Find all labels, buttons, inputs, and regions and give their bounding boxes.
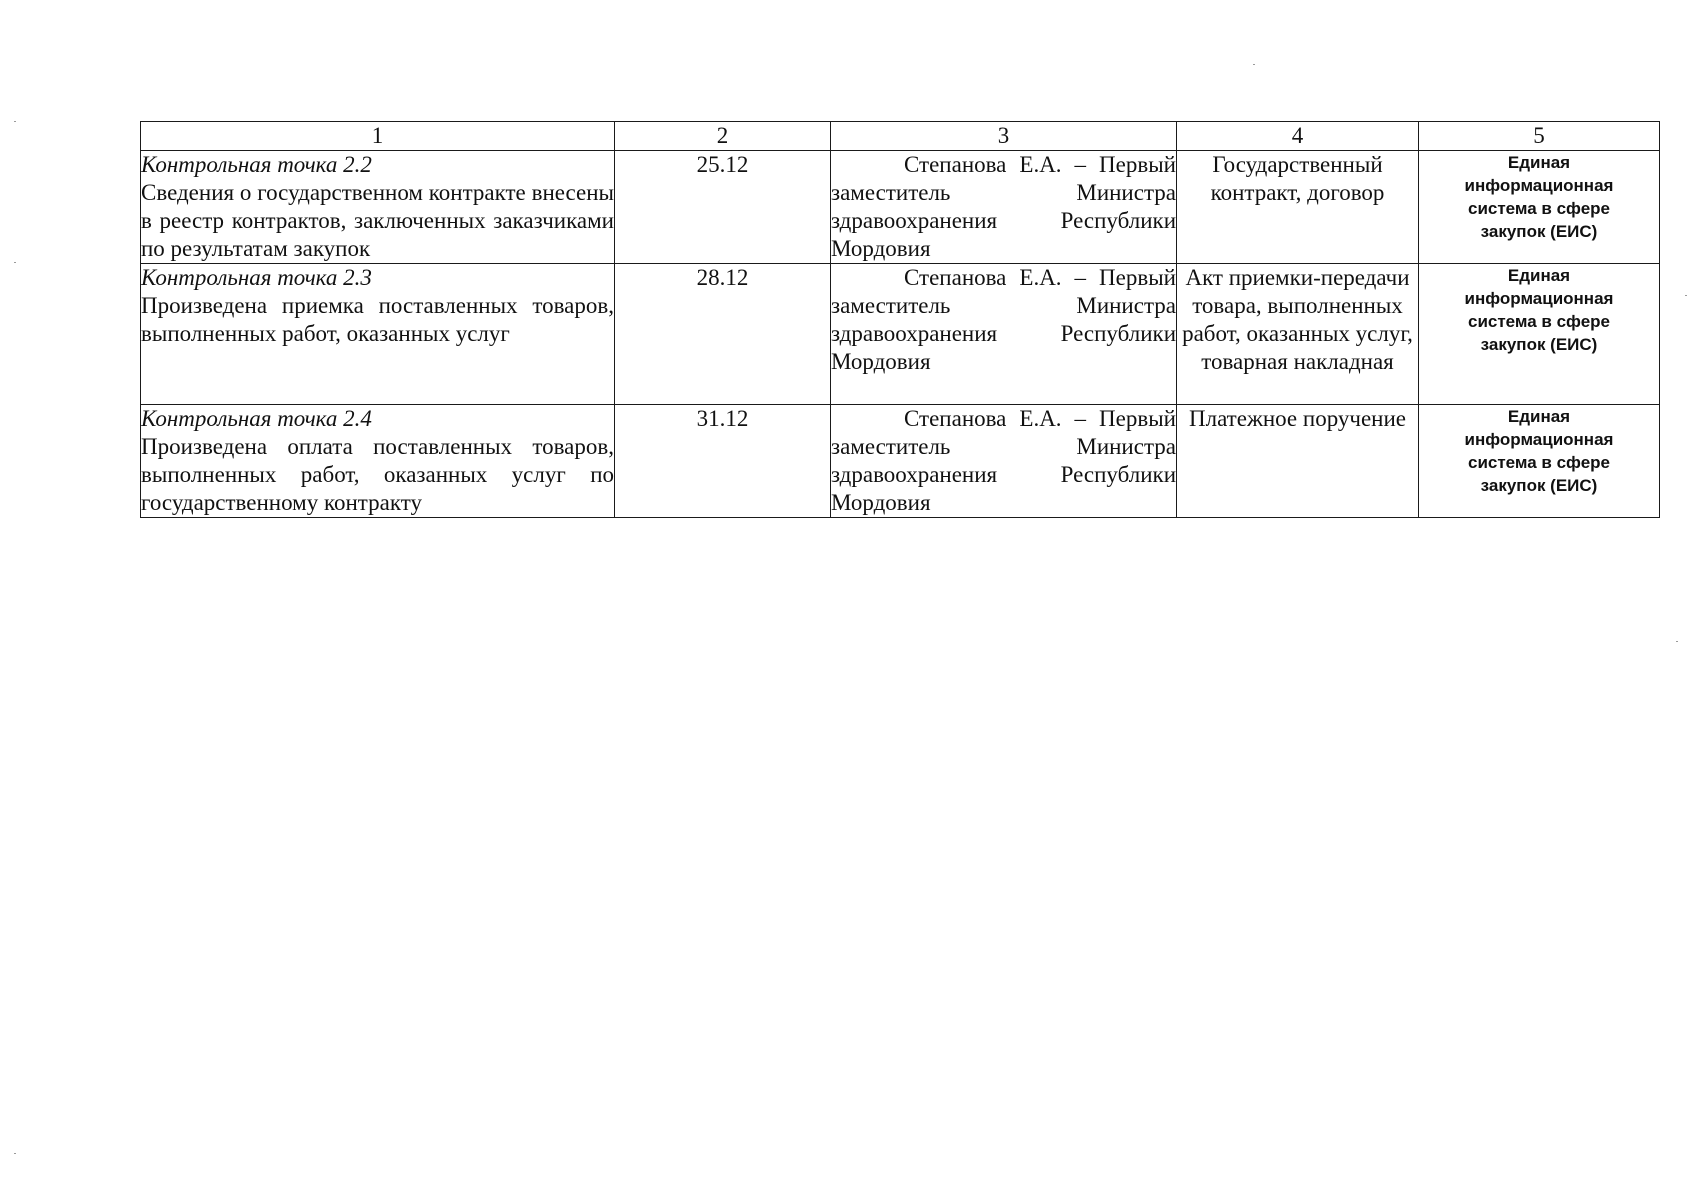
scan-speck [14, 121, 16, 122]
column-number: 3 [831, 122, 1177, 151]
deadline-date: 31.12 [615, 405, 831, 518]
control-point-title: Контрольная точка 2.4 [141, 406, 372, 431]
control-point-cell [141, 151, 615, 264]
responsible-person: Степанова Е.А. – Первый заместитель Министра здравоохранения Республики Мордовия [831, 264, 1177, 405]
scan-speck [14, 1153, 16, 1154]
column-number-row [141, 122, 1660, 151]
deadline-date: 25.12 [615, 151, 831, 264]
column-number: 5 [1419, 122, 1660, 151]
confirming-document: Акт приемки-передачи товара, выполненных работ, оказанных услуг, товарная накладная [1177, 264, 1419, 405]
scan-speck [1685, 295, 1687, 296]
column-number: 4 [1177, 122, 1419, 151]
control-point-description: Произведена приемка поставленных товаров, выполненных работ, оказанных услуг [141, 293, 614, 346]
scan-speck [14, 262, 16, 263]
information-system: Единая информационная система в сфере закупок (ЕИС) [1419, 151, 1660, 264]
information-system: Единая информационная система в сфере закупок (ЕИС) [1419, 405, 1660, 518]
table-row [141, 151, 1660, 264]
column-number: 1 [141, 122, 615, 151]
control-point-cell [141, 405, 615, 518]
control-point-description: Произведена оплата поставленных товаров, выполненных работ, оказанных услуг по государственному контракту [141, 434, 614, 515]
confirming-document: Государственный контракт, договор [1177, 151, 1419, 264]
scan-speck [1676, 641, 1678, 642]
column-number: 2 [615, 122, 831, 151]
responsible-person: Степанова Е.А. – Первый заместитель Министра здравоохранения Республики Мордовия [831, 405, 1177, 518]
control-point-title: Контрольная точка 2.3 [141, 265, 372, 290]
control-points-table [140, 121, 1660, 518]
control-point-description: Сведения о государственном контракте внесены в реестр контрактов, заключенных заказчиками по результатам закупок [141, 180, 614, 261]
responsible-person: Степанова Е.А. – Первый заместитель Министра здравоохранения Республики Мордовия [831, 151, 1177, 264]
table-row [141, 264, 1660, 405]
control-point-cell [141, 264, 615, 405]
deadline-date: 28.12 [615, 264, 831, 405]
control-point-title: Контрольная точка 2.2 [141, 152, 372, 177]
scan-speck [1253, 64, 1255, 65]
table-row [141, 405, 1660, 518]
confirming-document: Платежное поручение [1177, 405, 1419, 518]
information-system: Единая информационная система в сфере закупок (ЕИС) [1419, 264, 1660, 405]
